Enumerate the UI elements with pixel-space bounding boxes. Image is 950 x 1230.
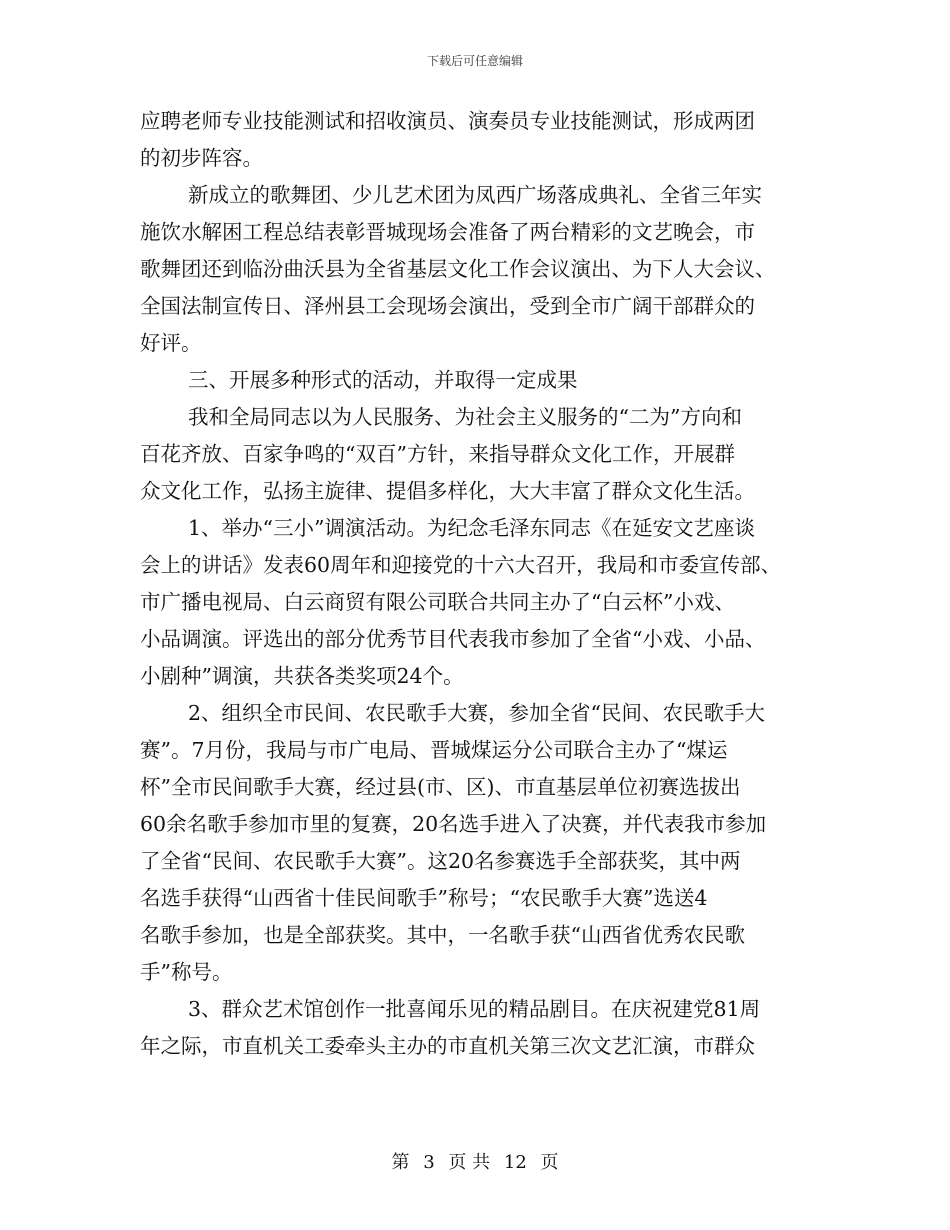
text-line: 名歌手参加，也是全部获奖。其中，一名歌手获“山西省优秀农民歌 bbox=[140, 923, 745, 947]
total-page-number: 12 bbox=[503, 1152, 527, 1173]
text-line: 2、组织全市民间、农民歌手大赛，参加全省“民间、农民歌手大 bbox=[188, 701, 766, 725]
text-line: 三、开展多种形式的活动，并取得一定成果 bbox=[188, 368, 578, 392]
text-line: 施饮水解困工程总结表彰晋城现场会准备了两台精彩的文艺晚会，市 bbox=[140, 220, 755, 244]
text-line: 新成立的歌舞团、少儿艺术团为凤西广场落成典礼、全省三年实 bbox=[188, 183, 762, 207]
text-line: 小品调演。评选出的部分优秀节目代表我市参加了全省“小戏、小品、 bbox=[140, 627, 766, 651]
page-footer bbox=[0, 1148, 950, 1174]
text-line: 的初步阵容。 bbox=[140, 146, 263, 170]
text-line: 60余名歌手参加市里的复赛，20名选手进入了决赛，并代表我市参加 bbox=[140, 812, 767, 836]
text-line: 好评。 bbox=[140, 331, 202, 355]
current-page-number: 3 bbox=[423, 1152, 435, 1173]
text-line: 全国法制宣传日、泽州县工会现场会演出，受到全市广阔干部群众的 bbox=[140, 294, 755, 318]
text-line: 1、举办“三小”调演活动。为纪念毛泽东同志《在延安文艺座谈 bbox=[188, 516, 756, 540]
text-line: 应聘老师专业技能测试和招收演员、演奏员专业技能测试，形成两团 bbox=[140, 109, 755, 133]
footer-prefix: 第 bbox=[391, 1152, 410, 1173]
text-line: 百花齐放、百家争鸣的“双百”方针，来指导群众文化工作，开展群 bbox=[140, 442, 735, 466]
text-line: 名选手获得“山西省十佳民间歌手”称号；“农民歌手大赛”选送4 bbox=[140, 886, 708, 910]
text-line: 歌舞团还到临汾曲沃县为全省基层文化工作会议演出、为下人大会议、 bbox=[140, 257, 776, 281]
text-line: 赛”。7月份，我局与市广电局、晋城煤运分公司联合主办了“煤运 bbox=[140, 738, 728, 762]
text-line: 手”称号。 bbox=[140, 960, 233, 984]
text-line: 市广播电视局、白云商贸有限公司联合共同主办了“白云杯”小戏、 bbox=[140, 590, 735, 614]
text-line: 3、群众艺术馆创作一批喜闻乐见的精品剧目。在庆祝建党81周 bbox=[188, 997, 761, 1021]
footer-suffix: 页 bbox=[540, 1152, 559, 1173]
text-line: 年之际，市直机关工委牵头主办的市直机关第三次文艺汇演，市群众 bbox=[140, 1034, 755, 1058]
page-header: 下载后可任意编辑 bbox=[426, 54, 523, 68]
text-line: 会上的讲话》发表60周年和迎接党的十六大召开，我局和市委宣传部、 bbox=[140, 553, 782, 577]
text-line: 众文化工作，弘扬主旋律、提倡多样化，大大丰富了群众文化生活。 bbox=[140, 479, 755, 503]
footer-middle: 页 共 bbox=[448, 1152, 491, 1173]
text-line: 我和全局同志以为人民服务、为社会主义服务的“二为”方向和 bbox=[188, 405, 742, 429]
text-line: 了全省“民间、农民歌手大赛”。这20名参赛选手全部获奖，其中两 bbox=[140, 849, 741, 873]
text-line: 杯”全市民间歌手大赛，经过县(市、区)、市直基层单位初赛选拔出 bbox=[140, 775, 741, 799]
document-body bbox=[140, 103, 812, 1065]
text-line: 小剧种”调演，共获各类奖项24个。 bbox=[140, 664, 464, 688]
